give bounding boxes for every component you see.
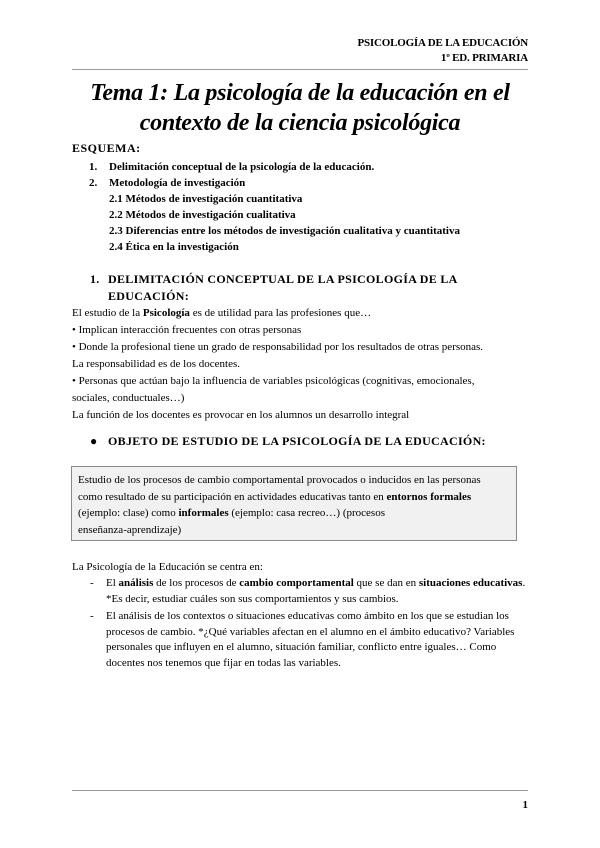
- title-line-1: Tema 1: La psicología de la educación en el: [90, 80, 510, 106]
- page-title: [72, 78, 528, 138]
- section-1-body: [72, 305, 528, 424]
- outline-subitem: 2.3 Diferencias entre los métodos de investigación cualitativa y cuantitativa: [109, 225, 460, 237]
- body-line: • Personas que actúan bajo la influencia de variables psicológicas (cognitivas, emocionales,: [72, 375, 475, 387]
- objeto-heading: ● OBJETO DE ESTUDIO DE LA PSICOLOGÍA DE LA EDUCACIÓN:: [90, 434, 486, 448]
- body-line: La función de los docentes es provocar en los alumnos un desarrollo integral: [72, 409, 410, 421]
- header-grade: 1º ED. PRIMARIA: [440, 52, 528, 64]
- page-header: [357, 36, 528, 66]
- page-number: 1: [522, 799, 528, 811]
- section-1-heading: 1. DELIMITACIÓN CONCEPTUAL DE LA PSICOLOGÍA DE LA EDUCACIÓN:: [90, 272, 458, 303]
- list-item: - El análisis de los procesos de cambio comportamental que se dan en situaciones educativas. *Es decir, estudiar cuáles son sus comportamientos y sus cambios.: [90, 577, 526, 605]
- intro-line: El estudio de la Psicología es de utilidad para las profesiones que…: [72, 307, 372, 319]
- footer-divider: [72, 790, 528, 791]
- body-line: sociales, conductuales…): [72, 392, 185, 404]
- title-line-2: contexto de la ciencia psicológica: [139, 110, 461, 136]
- definition-box: Estudio de los procesos de cambio comportamental provocados o inducidos en las personas como resultado de su participación en actividades educativas tanto en entornos formales (ejemplo: clase) como informales (ejemplo: casa recreo…) (procesos enseñanza-aprendizaje): [71, 466, 517, 541]
- body-line: • Donde la profesional tiene un grado de responsabilidad por los resultados de otras personas.: [72, 341, 484, 353]
- outline-item: 1. Delimitación conceptual de la psicología de la educación.: [89, 161, 375, 173]
- bullet-icon: ●: [90, 434, 98, 448]
- esquema-outline: [89, 159, 460, 255]
- psicologia-intro: La Psicología de la Educación se centra en:: [72, 561, 263, 573]
- body-line: La responsabilidad es de los docentes.: [72, 358, 241, 370]
- esquema-label: ESQUEMA:: [72, 141, 141, 155]
- header-divider: [72, 69, 528, 70]
- outline-subitem: 2.2 Métodos de investigación cualitativa: [109, 209, 296, 221]
- header-course: PSICOLOGÍA DE LA EDUCACIÓN: [357, 37, 528, 49]
- list-item: - El análisis de los contextos o situaciones educativas como ámbito en los que se estudian los procesos de cambio. *¿Qué variables afectan en el alumno en el ámbito educativo? Variables personales que influyen en el alumno, situación familiar, conflicto entre iguales… Como docentes nos tenemos que fijar en todas las variables.: [90, 610, 515, 669]
- outline-item: 2. Metodología de investigación: [89, 177, 246, 189]
- psicologia-list: [90, 576, 530, 673]
- outline-subitem: 2.1 Métodos de investigación cuantitativa: [109, 193, 303, 205]
- outline-subitem: 2.4 Ética en la investigación: [109, 241, 239, 253]
- body-line: • Implican interacción frecuentes con otras personas: [72, 324, 302, 336]
